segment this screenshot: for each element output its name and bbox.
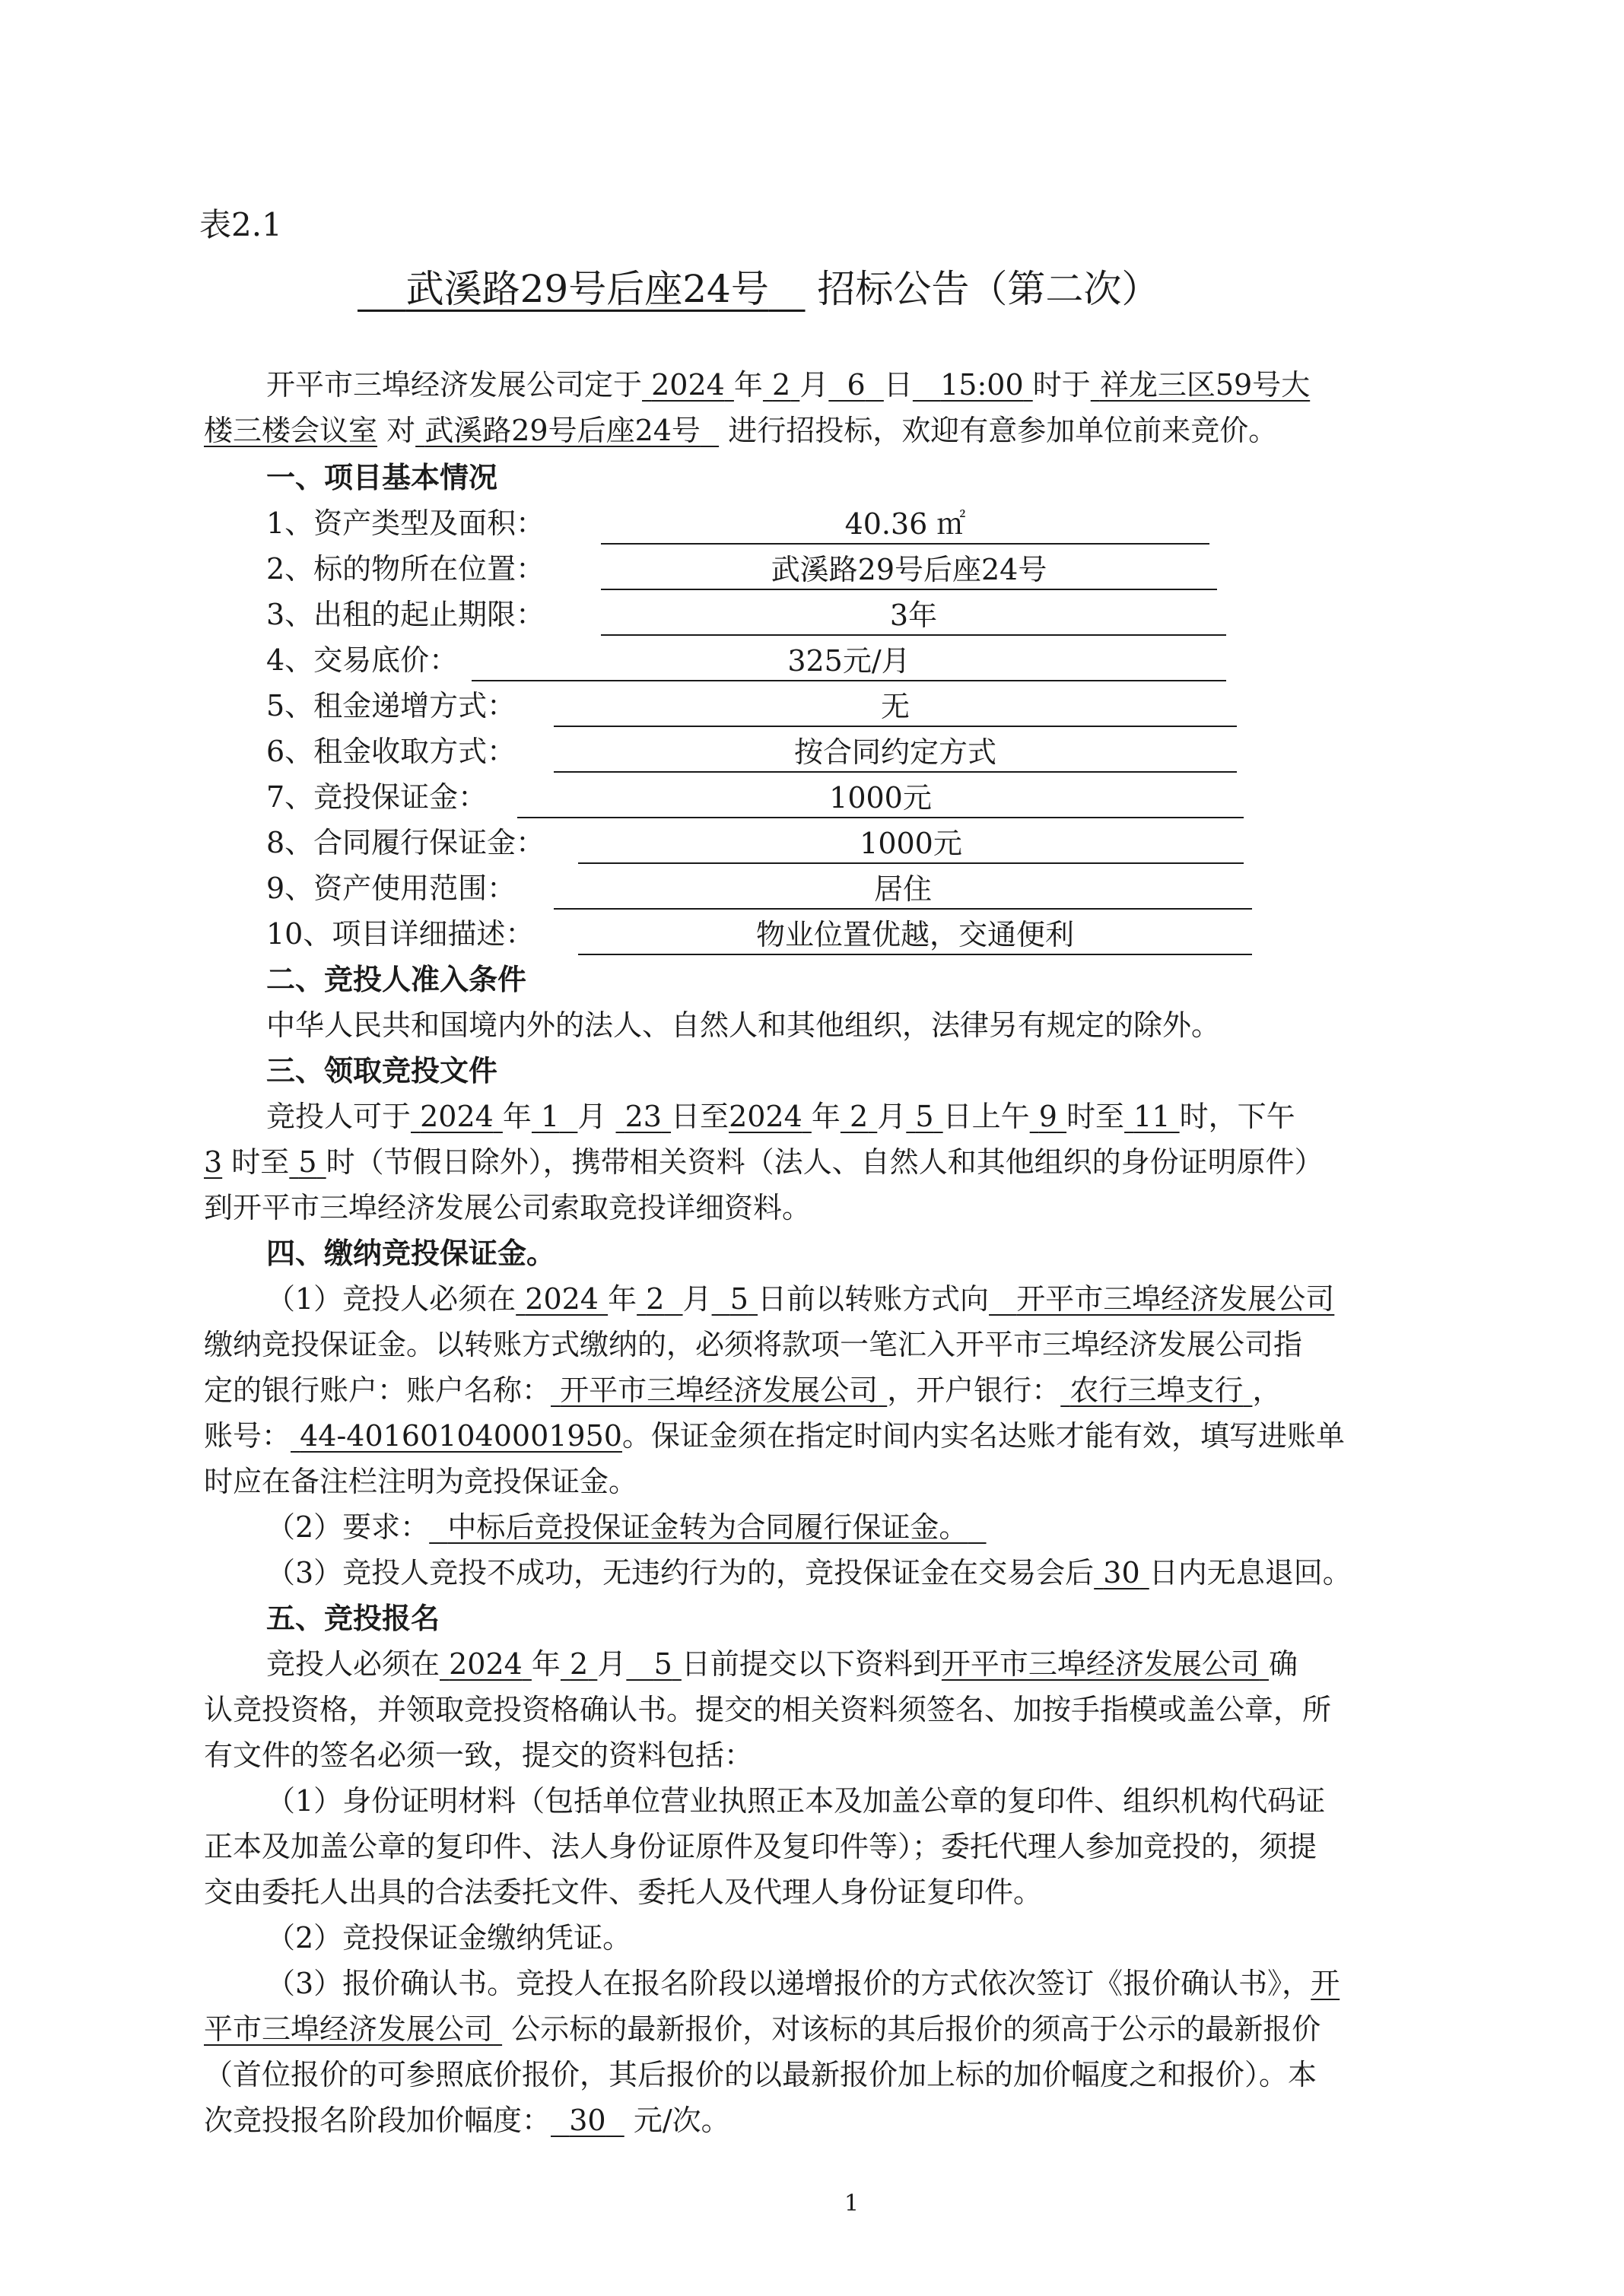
section-4-line-1: （1）竞投人必须在 2024 年 2 月 5 日前以转账方式向 开平市三埠经济发展公司 [266, 1282, 1335, 1316]
section-1-heading: 一、项目基本情况 [266, 460, 498, 494]
item-value: 1000元 [578, 824, 1244, 864]
section-4-item-3: （3）竞投人竞投不成功，无违约行为的，竞投保证金在交易会后 30 日内无息退回。 [266, 1556, 1352, 1589]
item-label: 2、标的物所在位置： [266, 552, 545, 586]
item-label: 8、合同履行保证金： [266, 826, 545, 859]
section-5-item-1-line-3: 交由委托人出具的合法委托文件、委托人及代理人身份证复印件。 [204, 1875, 1043, 1909]
title-subject: 武溪路29号后座24号 [405, 267, 769, 311]
section-3-line-3: 到开平市三埠经济发展公司索取竞投详细资料。 [204, 1191, 812, 1224]
item-value: 按合同约定方式 [554, 733, 1237, 773]
page-number: 1 [844, 2190, 860, 2217]
section-5-line-2: 认竞投资格，并领取竞投资格确认书。提交的相关资料须签名、加按手指模或盖公章，所 [204, 1693, 1332, 1726]
section-5-item-1-line-2: 正本及加盖公章的复印件、法人身份证原件及复印件等）；委托代理人参加竞投的，须提 [204, 1830, 1317, 1863]
section-5-item-3-line-3: （首位报价的可参照底价报价，其后报价的以最新报价加上标的加价幅度之和报价）。本 [204, 2058, 1317, 2091]
item-value: 3年 [601, 596, 1226, 636]
item-label: 5、租金递增方式： [266, 689, 516, 722]
section-2-text: 中华人民共和国境内外的法人、自然人和其他组织，法律另有规定的除外。 [266, 1008, 1221, 1042]
section-5-item-2: （2）竞投保证金缴纳凭证。 [266, 1921, 632, 1955]
section-5-heading: 五、竞投报名 [266, 1601, 440, 1635]
section-5-item-3-line-4: 次竞投报名阶段加价幅度： 30 元/次。 [204, 2104, 730, 2137]
section-3-heading: 三、领取竞投文件 [266, 1053, 498, 1088]
item-label: 1、资产类型及面积： [266, 507, 545, 540]
item-value: 无 [554, 688, 1237, 727]
title-rest: 招标公告（第二次） [817, 267, 1160, 311]
section-2-heading: 二、竞投人准入条件 [266, 962, 527, 996]
section-5-item-3-line-1: （3）报价确认书。竞投人在报名阶段以递增报价的方式依次签订《报价确认书》，开 [266, 1967, 1340, 2000]
section-3-line-1: 竞投人可于 2024 年 1 月 23 日至2024 年 2 月 5 日上午 9 时至 11 时，下午 [266, 1100, 1295, 1133]
item-value: 40.36 ㎡ [601, 505, 1209, 545]
section-4-line-2: 缴纳竞投保证金。以转账方式缴纳的，必须将款项一笔汇入开平市三埠经济发展公司指 [204, 1328, 1303, 1361]
section-4-item-2: （2）要求： 中标后竞投保证金转为合同履行保证金。 [266, 1510, 968, 1544]
item-label: 7、竞投保证金： [266, 780, 488, 814]
section-4-heading: 四、缴纳竞投保证金。 [266, 1236, 556, 1270]
item-label: 3、出租的起止期限： [266, 598, 545, 631]
section-4-line-3: 定的银行账户：账户名称： 开平市三埠经济发展公司 ，开户银行： 农行三埠支行 ， [204, 1373, 1282, 1407]
item-value: 武溪路29号后座24号 [601, 551, 1217, 590]
item-value: 1000元 [517, 779, 1244, 818]
section-5-line-1: 竞投人必须在 2024 年 2 月 5 日前提交以下资料到开平市三埠经济发展公司 确 [266, 1647, 1298, 1681]
item-value: 物业位置优越，交通便利 [578, 916, 1252, 955]
item-label: 4、交易底价： [266, 643, 459, 677]
item-value: 325元/月 [472, 642, 1226, 681]
item-label: 10、项目详细描述： [266, 917, 535, 951]
item-value: 居住 [554, 870, 1252, 910]
item-label: 6、租金收取方式： [266, 735, 516, 768]
intro-line-1: 开平市三埠经济发展公司定于 2024 年 2 月 6 日 15:00 时于 祥龙三区59号大 [266, 368, 1311, 402]
section-4-line-5: 时应在备注栏注明为竞投保证金。 [204, 1465, 638, 1498]
table-label: 表2.1 [199, 206, 282, 243]
section-5-item-1-line-1: （1）身份证明材料（包括单位营业执照正本及加盖公章的复印件、组织机构代码证 [266, 1784, 1326, 1818]
section-4-line-4: 账号： 44-401601040001950。保证金须在指定时间内实名达账才能有效，填写进账单 [204, 1419, 1345, 1453]
section-5-line-3: 有文件的签名必须一致，提交的资料包括： [204, 1739, 754, 1772]
intro-line-2: 楼三楼会议室 对 武溪路29号后座24号 进行招投标，欢迎有意参加单位前来竞价。 [204, 414, 1278, 447]
item-label: 9、资产使用范围： [266, 872, 516, 905]
section-5-item-3-line-2: 平市三埠经济发展公司 公示标的最新报价，对该标的其后报价的须高于公示的最新报价 [204, 2012, 1321, 2046]
page-title [358, 262, 1159, 316]
section-3-line-2: 3 时至 5 时（节假日除外），携带相关资料（法人、自然人和其他组织的身份证明原件） [204, 1145, 1324, 1179]
